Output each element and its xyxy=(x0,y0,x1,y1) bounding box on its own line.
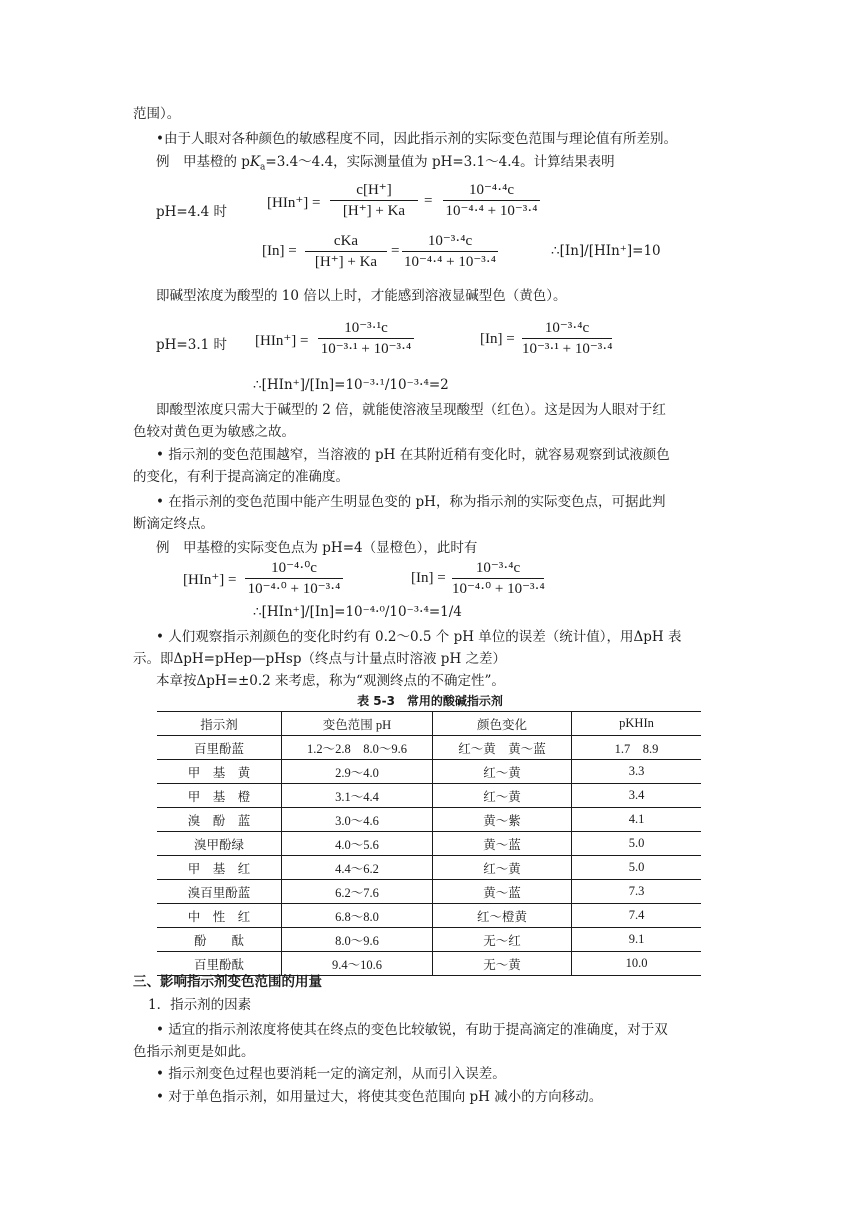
table-cell: 黄～蓝 xyxy=(433,832,572,856)
table-cell: 4.4～6.2 xyxy=(282,856,433,880)
table-cell: 溴甲酚绿 xyxy=(157,832,282,856)
col-header: pKHIn xyxy=(572,712,702,736)
table-row xyxy=(157,904,701,928)
eq-hin-lhs: [HIn⁺] = xyxy=(267,195,321,211)
fraction-7: 10⁻⁴·⁰c 10⁻⁴·⁰ + 10⁻³·⁴ xyxy=(245,559,343,598)
text-line: 范围）。 xyxy=(133,106,181,122)
table-cell: 红～黄 xyxy=(433,760,572,784)
indicator-table xyxy=(157,711,701,976)
table-row xyxy=(157,928,701,952)
table-cell: 9.1 xyxy=(572,928,702,952)
bullet-color-sensitivity: •由于人眼对各种颜色的敏感程度不同，因此指示剂的实际变色范围与理论值有所差别。 xyxy=(156,131,677,147)
text-acid-2: 色较对黄色更为敏感之故。 xyxy=(133,424,295,440)
table-row xyxy=(157,880,701,904)
table-cell: 甲 基 橙 xyxy=(157,784,282,808)
eq-in-lhs: [In] = xyxy=(262,243,297,259)
text-alkaline: 即碱型浓度为酸型的 10 倍以上时，才能感到溶液显碱型色（黄色）。 xyxy=(156,288,567,304)
table-row xyxy=(157,736,701,760)
bullet-narrow-range-1: • 指示剂的变色范围越窄，当溶液的 pH 在其附近稍有变化时，就容易观察到试液颜色 xyxy=(156,447,670,463)
table-cell: 黄～紫 xyxy=(433,808,572,832)
ratio-2: ∴[HIn⁺]/[In]=10⁻³·¹/10⁻³·⁴=2 xyxy=(253,377,449,393)
eq-hin-lhs: [HIn⁺] = xyxy=(255,333,309,349)
table-cell: 1.7 8.9 xyxy=(572,736,702,760)
table-cell: 3.4 xyxy=(572,784,702,808)
subsection-heading: 1．指示剂的因素 xyxy=(148,997,252,1013)
example-methyl-orange: 例 甲基橙的 $pK_a=3.4\sim 4.4$，实际测量值为 pH=3.1～4.4。计算结果表明 xyxy=(156,154,615,173)
fraction-8: 10⁻³·⁴c 10⁻⁴·⁰ + 10⁻³·⁴ xyxy=(452,560,545,597)
col-header: 颜色变化 xyxy=(433,712,572,736)
fraction-3: cKa [H⁺] + Ka xyxy=(305,232,387,271)
table-cell: 甲 基 黄 xyxy=(157,760,282,784)
table-cell: 2.9～4.0 xyxy=(282,760,433,784)
table-cell: 7.4 xyxy=(572,904,702,928)
eq-sign: = xyxy=(391,243,400,259)
bullet-single-color: • 对于单色指示剂，如用量过大，将使其变色范围向 pH 减小的方向移动。 xyxy=(156,1089,603,1105)
table-cell: 10.0 xyxy=(572,952,702,976)
bullet-narrow-range-2: 的变化，有利于提高滴定的准确度。 xyxy=(133,469,349,485)
eq-sign: = xyxy=(424,193,433,209)
fraction-5: 10⁻³·¹c 10⁻³·¹ + 10⁻³·⁴ xyxy=(318,319,414,358)
table-row xyxy=(157,784,701,808)
table-cell: 5.0 xyxy=(572,856,702,880)
table-cell: 百里酚酞 xyxy=(157,952,282,976)
text-acid-1: 即酸型浓度只需大于碱型的 2 倍，就能使溶液呈现酸型（红色）。这是因为人眼对于红 xyxy=(156,402,666,418)
table-cell: 7.3 xyxy=(572,880,702,904)
bullet-transition-point-2: 断滴定终点。 xyxy=(133,516,214,532)
table-cell: 3.3 xyxy=(572,760,702,784)
table-cell: 6.2～7.6 xyxy=(282,880,433,904)
table-cell: 红～橙黄 xyxy=(433,904,572,928)
table-cell: 8.0～9.6 xyxy=(282,928,433,952)
table-cell: 4.0～5.6 xyxy=(282,832,433,856)
bullet-concentration-1: • 适宜的指示剂浓度将使其在终点的变色比较敏锐，有助于提高滴定的准确度，对于双 xyxy=(156,1022,668,1038)
label-ph-3-1: pH=3.1 时 xyxy=(156,337,227,353)
fraction-6: 10⁻³·⁴c 10⁻³·¹ + 10⁻³·⁴ xyxy=(522,320,613,357)
fraction-4: 10⁻³·⁴c 10⁻⁴·⁴ + 10⁻³·⁴ xyxy=(402,232,498,271)
table-header-row xyxy=(157,712,701,736)
table-cell: 中 性 红 xyxy=(157,904,282,928)
table-row xyxy=(157,760,701,784)
table-cell: 黄～蓝 xyxy=(433,880,572,904)
table-cell: 无～红 xyxy=(433,928,572,952)
fraction-1: c[H⁺] [H⁺] + Ka xyxy=(330,181,418,220)
table-cell: 红～黄 xyxy=(433,856,572,880)
table-cell: 酚 酞 xyxy=(157,928,282,952)
text-uncertainty: 本章按ΔpH=±0.2 来考虑，称为“观测终点的不确定性”。 xyxy=(156,673,505,689)
table-cell: 溴 酚 蓝 xyxy=(157,808,282,832)
label-ph-4-4: pH=4.4 时 xyxy=(156,204,227,220)
table-cell: 红～黄 黄～蓝 xyxy=(433,736,572,760)
table-cell: 4.1 xyxy=(572,808,702,832)
table-cell: 9.4～10.6 xyxy=(282,952,433,976)
table-cell: 红～黄 xyxy=(433,784,572,808)
table-row xyxy=(157,856,701,880)
fraction-2: 10⁻⁴·⁴c 10⁻⁴·⁴ + 10⁻³·⁴ xyxy=(443,181,540,220)
eq-hin-lhs: [HIn⁺] = xyxy=(183,572,237,588)
eq-in-lhs: [In] = xyxy=(411,570,446,586)
table-cell: 1.2～2.8 8.0～9.6 xyxy=(282,736,433,760)
ratio-1: ∴[In]/[HIn⁺]=10 xyxy=(551,243,661,259)
ratio-3: ∴[HIn⁺]/[In]=10⁻⁴·⁰/10⁻³·⁴=1/4 xyxy=(253,604,462,620)
table-cell: 百里酚蓝 xyxy=(157,736,282,760)
table-cell: 甲 基 红 xyxy=(157,856,282,880)
bullet-concentration-2: 色指示剂更是如此。 xyxy=(133,1044,255,1060)
table-cell: 溴百里酚蓝 xyxy=(157,880,282,904)
bullet-consumption: • 指示剂变色过程也要消耗一定的滴定剂，从而引入误差。 xyxy=(156,1066,506,1082)
table-cell: 无～黄 xyxy=(433,952,572,976)
bullet-delta-ph-1: • 人们观察指示剂颜色的变化时约有 0.2～0.5 个 pH 单位的误差（统计值），用ΔpH 表 xyxy=(156,629,682,645)
table-cell: 3.0～4.6 xyxy=(282,808,433,832)
eq-in-lhs: [In] = xyxy=(480,331,515,347)
table-row xyxy=(157,832,701,856)
bullet-transition-point-1: • 在指示剂的变色范围中能产生明显色变的 pH，称为指示剂的实际变色点，可据此判 xyxy=(156,494,666,510)
section-heading: 三、影响指示剂变色范围的用量 xyxy=(133,974,322,990)
table-cell: 6.8～8.0 xyxy=(282,904,433,928)
table-cell: 3.1～4.4 xyxy=(282,784,433,808)
table-caption: 表 5-3 常用的酸碱指示剂 xyxy=(357,694,503,708)
table-row xyxy=(157,808,701,832)
table-cell: 5.0 xyxy=(572,832,702,856)
col-header: 变色范围 pH xyxy=(282,712,433,736)
col-header: 指示剂 xyxy=(157,712,282,736)
example-transition-point: 例 甲基橙的实际变色点为 pH=4（显橙色），此时有 xyxy=(156,540,478,556)
bullet-delta-ph-2: 示。即ΔpH=pHep—pHsp（终点与计量点时溶液 pH 之差） xyxy=(133,651,507,667)
